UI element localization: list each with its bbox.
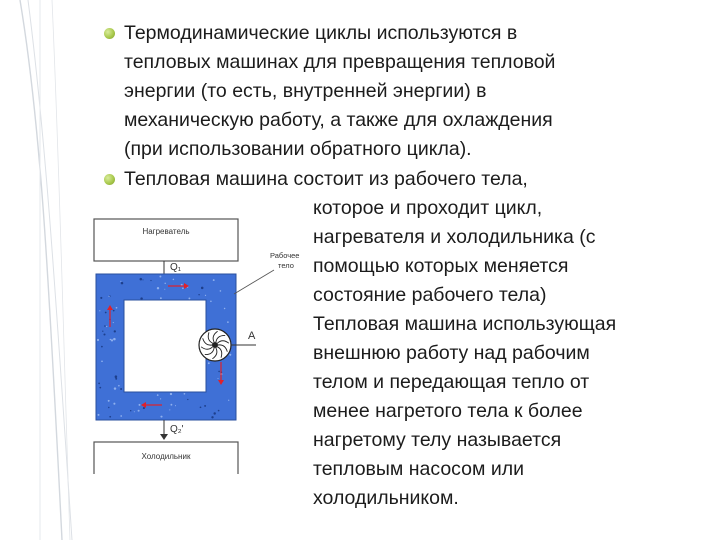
fluid-particle	[134, 411, 135, 412]
fluid-particle	[120, 388, 122, 390]
fluid-particle	[169, 409, 170, 410]
fluid-particle	[184, 393, 186, 395]
fluid-particle	[218, 371, 220, 373]
fluid-particle	[205, 295, 206, 296]
fluid-particle	[228, 400, 229, 401]
fluid-particle	[110, 339, 112, 341]
q2-label: Q₂'	[170, 424, 184, 435]
fluid-particle	[164, 289, 165, 290]
q2-arrowhead	[160, 434, 168, 440]
fluid-particle	[164, 283, 165, 284]
fluid-particle	[113, 338, 116, 341]
fluid-particle	[104, 325, 106, 327]
fluid-particle	[208, 362, 210, 364]
fluid-particle	[115, 378, 117, 380]
fluid-particle	[113, 310, 115, 312]
fluid-particle	[159, 276, 161, 278]
heater-box	[94, 219, 238, 261]
working-body-label-line2: тело	[278, 261, 294, 270]
fluid-particle	[108, 401, 109, 402]
fluid-particle	[220, 290, 222, 292]
fluid-particle	[118, 385, 120, 387]
text-line: механическую работу, а также для охлаждения	[124, 109, 553, 131]
fluid-particle	[175, 405, 176, 406]
fluid-particle	[98, 383, 100, 385]
q1-label: Q₁	[170, 262, 182, 273]
fluid-particle	[97, 339, 99, 341]
fluid-particle	[113, 403, 115, 405]
fluid-particle	[187, 399, 188, 400]
bullet-marker-1	[104, 28, 115, 39]
text-line: тепловых машинах для превращения тепловой	[124, 51, 556, 73]
text-line: тепловым насосом или	[313, 458, 524, 480]
fluid-particle	[213, 279, 215, 281]
fluid-particle	[170, 404, 172, 406]
text-line: телом и передающая тепло от	[313, 371, 590, 393]
fluid-particle	[157, 394, 159, 396]
fluid-particle	[120, 281, 121, 282]
fluid-particle	[105, 312, 107, 314]
text-line: (при использовании обратного цикла).	[124, 138, 472, 160]
fluid-particle	[103, 333, 105, 335]
text-line: холодильником.	[313, 487, 459, 509]
bullet-2-text-continued	[313, 194, 616, 513]
fluid-particle	[108, 407, 109, 408]
text-line: нагретому телу называется	[313, 429, 562, 451]
bullet-2-text-first-line	[124, 165, 528, 194]
fluid-particle	[227, 321, 229, 323]
heater-label: Нагреватель	[142, 227, 190, 236]
fluid-particle	[114, 330, 116, 332]
fluid-particle	[188, 297, 190, 299]
fluid-particle	[113, 322, 114, 323]
fluid-particle	[121, 282, 124, 285]
fluid-particle	[120, 415, 122, 417]
fluid-particle	[224, 308, 225, 309]
fluid-particle	[217, 378, 218, 379]
fluid-particle	[102, 331, 103, 332]
fluid-particle	[198, 294, 199, 295]
fluid-particle	[106, 326, 107, 327]
fluid-particle	[115, 375, 118, 378]
text-line: которое и проходит цикл,	[313, 197, 543, 219]
fluid-particle	[160, 398, 161, 399]
cooler-label: Холодильник	[141, 452, 191, 461]
fluid-particle	[99, 387, 101, 389]
fluid-particle	[170, 393, 172, 395]
fluid-particle	[182, 287, 184, 289]
fluid-particle	[213, 412, 215, 414]
bullet-marker-2	[104, 174, 115, 185]
heat-engine-diagram	[88, 212, 310, 474]
fluid-particle	[204, 405, 206, 407]
fluid-particle	[210, 301, 212, 303]
fluid-particle	[229, 354, 231, 356]
fluid-particle	[101, 346, 103, 348]
fluid-particle	[138, 410, 140, 412]
text-line: Тепловая машина использующая	[313, 313, 617, 335]
fluid-particle	[116, 307, 118, 309]
fluid-particle	[140, 297, 142, 299]
fluid-particle	[114, 387, 116, 389]
fluid-particle	[160, 416, 162, 418]
fluid-particle	[109, 416, 111, 418]
fluid-particle	[99, 310, 100, 311]
fluid-particle	[173, 279, 175, 281]
text-line: нагревателя и холодильника (с	[313, 226, 596, 248]
text-line: внешнюю работу над рабочим	[313, 342, 590, 364]
fluid-particle	[98, 414, 100, 416]
working-body-label-line1: Рабочее	[270, 251, 300, 260]
turbine-hub	[212, 342, 218, 348]
working-body-pointer	[234, 270, 274, 294]
text-line: помощью которых меняется	[313, 255, 569, 277]
fluid-particle	[142, 279, 143, 280]
text-line: Термодинамические циклы используются в	[124, 22, 518, 44]
text-line: состояние рабочего тела)	[313, 284, 547, 306]
fluid-particle	[200, 406, 202, 408]
inner-cavity	[124, 300, 206, 392]
fluid-particle	[150, 280, 151, 281]
fluid-particle	[218, 410, 220, 412]
fluid-particle	[143, 407, 145, 409]
fluid-particle	[101, 360, 103, 362]
bullet-1-text	[124, 19, 555, 164]
text-line: менее нагретого тела к более	[313, 400, 583, 422]
work-a-label: A	[248, 330, 256, 342]
fluid-particle	[100, 297, 102, 299]
text-line: Тепловая машина состоит из рабочего тела,	[124, 168, 528, 190]
fluid-particle	[140, 278, 143, 281]
fluid-particle	[111, 339, 113, 341]
fluid-particle	[108, 296, 109, 297]
fluid-particle	[160, 297, 162, 299]
text-line: энергии (то есть, внутренней энергии) в	[124, 80, 487, 102]
fluid-particle	[201, 287, 204, 290]
fluid-particle	[130, 410, 131, 411]
fluid-particle	[157, 287, 159, 289]
fluid-particle	[139, 404, 141, 406]
fluid-particle	[211, 416, 213, 418]
